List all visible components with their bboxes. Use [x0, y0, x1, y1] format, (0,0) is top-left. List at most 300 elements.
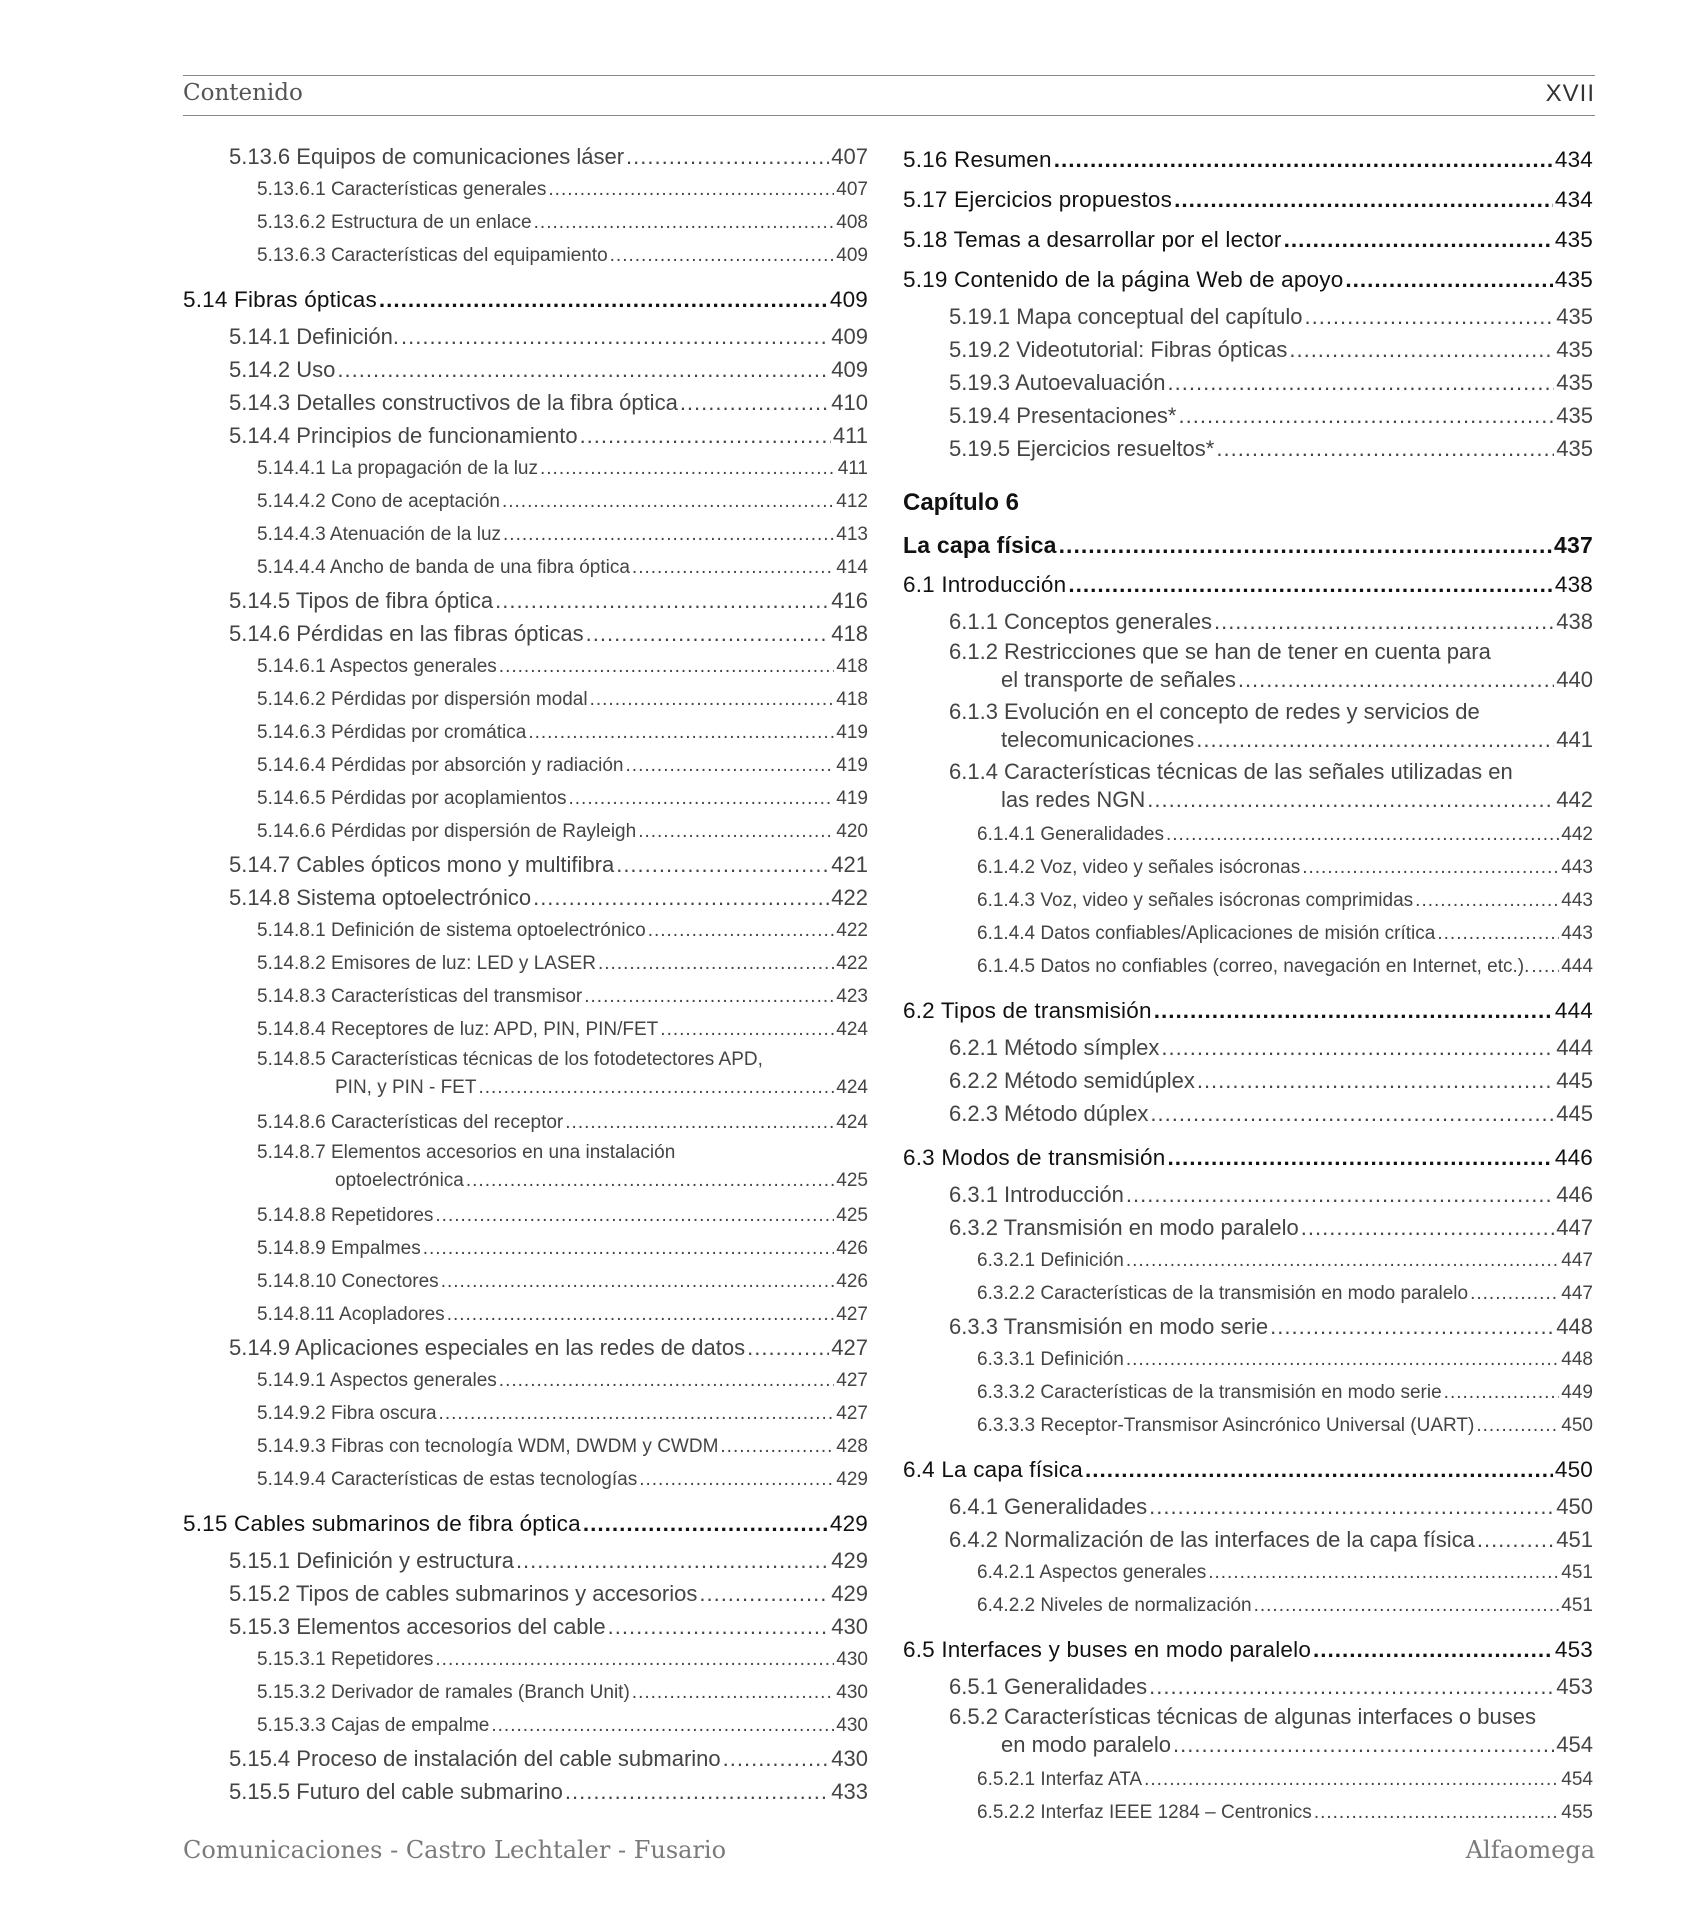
toc-entry-line: [977, 1409, 1593, 1442]
toc-leader-dots: [1437, 917, 1559, 950]
toc-entry-line: [977, 1277, 1593, 1310]
toc-subsubsection: [183, 716, 868, 749]
toc-entry-page: 448: [1561, 1349, 1593, 1370]
toc-entry-page: 435: [1556, 304, 1593, 329]
toc-entry-line: [977, 1556, 1593, 1589]
toc-entry-page: 435: [1556, 337, 1593, 362]
toc-leader-dots: [1216, 432, 1554, 465]
toc-entry-title: 5.15.1 Definición y estructura: [229, 1548, 514, 1573]
toc-entry-line: [257, 1265, 868, 1298]
toc-entry-page: 422: [836, 920, 868, 941]
toc-leader-dots: [1126, 1343, 1559, 1376]
toc-entry-title: 5.13.6 Equipos de comunicaciones láser: [229, 144, 625, 169]
toc-subsubsection: [183, 1364, 868, 1397]
toc-entry-title: 5.14.4 Principios de funcionamiento: [229, 423, 578, 448]
toc-subsection: [183, 1544, 868, 1577]
toc-subsubsection: [183, 782, 868, 815]
toc-subsection: [903, 758, 1593, 818]
toc-entry-page: 424: [836, 1112, 868, 1133]
toc-entry-line: [977, 1244, 1593, 1277]
section-gap: [183, 272, 868, 280]
toc-entry-line: [949, 605, 1593, 638]
toc-leader-dots: [1197, 1064, 1554, 1097]
toc-entry-line: [229, 1742, 868, 1775]
toc-entry-line: [903, 1450, 1593, 1490]
toc-leader-dots: [1147, 786, 1554, 814]
toc-entry-page: 435: [1556, 403, 1593, 428]
toc-entry-title: 6.4.1 Generalidades: [949, 1494, 1148, 1519]
toc-entry-line: [903, 565, 1593, 605]
toc-entry-page: 430: [831, 1746, 868, 1771]
toc-leader-dots: [1238, 666, 1554, 694]
toc-entry-line: [229, 1775, 868, 1808]
toc-leader-dots: [439, 1397, 835, 1430]
toc-entry-page: 421: [831, 852, 868, 877]
toc-leader-dots: [723, 1742, 830, 1775]
toc-entry-page: 449: [1561, 1382, 1593, 1403]
toc-subsection: [183, 320, 868, 353]
toc-leader-dots: [1126, 1178, 1554, 1211]
toc-entry-page: 443: [1561, 890, 1593, 911]
toc-section: [903, 260, 1593, 300]
toc-subsection: [903, 1490, 1593, 1523]
toc-entry-title: 5.13.6.2 Estructura de un enlace: [257, 212, 532, 233]
toc-entry-page: 451: [1556, 1527, 1593, 1552]
toc-entry-title: 6.2.1 Método símplex: [949, 1035, 1160, 1060]
toc-entry-line: [949, 786, 1593, 814]
toc-entry-page: 414: [836, 557, 868, 578]
toc-subsubsection: [183, 980, 868, 1013]
toc-entry-title: 6.1.4.3 Voz, video y señales isócronas comprimidas: [977, 890, 1414, 911]
toc-leader-dots: [608, 1610, 830, 1643]
toc-entry-page: 450: [1556, 1494, 1593, 1519]
toc-section: [183, 1504, 868, 1544]
toc-entry-page: 430: [836, 1649, 868, 1670]
toc-entry-title: 5.19 Contenido de la página Web de apoyo: [903, 267, 1344, 292]
toc-leader-dots: [1173, 1731, 1554, 1759]
toc-entry-title: 5.14.8.6 Características del receptor: [257, 1112, 564, 1133]
toc-entry-page: 435: [1556, 436, 1593, 461]
toc-entry-line: [257, 1232, 868, 1265]
toc-entry-title: 6.5.1 Generalidades: [949, 1674, 1148, 1699]
toc-entry-title: 5.14.6.3 Pérdidas por cromática: [257, 722, 527, 743]
toc-entry-line: [949, 1097, 1593, 1130]
toc-subsection: [903, 366, 1593, 399]
toc-entry-page: 423: [836, 986, 868, 1007]
toc-entry-title: 5.14.7 Cables ópticos mono y multifibra: [229, 852, 615, 877]
toc-entry-line: [229, 320, 868, 353]
toc-leader-dots: [1289, 333, 1554, 366]
toc-entry-page: 409: [831, 324, 868, 349]
toc-entry-page: 450: [1561, 1415, 1593, 1436]
toc-section: [903, 1450, 1593, 1490]
toc-leader-dots: [568, 782, 834, 815]
toc-leader-dots: [1214, 605, 1554, 638]
toc-entry-page: 411: [837, 458, 868, 479]
toc-leader-dots: [632, 551, 834, 584]
toc-leader-dots: [699, 1577, 829, 1610]
toc-entry-title: 5.14.6.2 Pérdidas por dispersión modal: [257, 689, 588, 710]
toc-leader-dots: [1345, 260, 1552, 300]
toc-leader-dots: [565, 1106, 834, 1139]
toc-entry-title: 6.4 La capa física: [903, 1457, 1083, 1482]
toc-entry-title: 6.1.4.5 Datos no confiables (correo, navegación en Internet, etc.).: [977, 956, 1530, 977]
toc-subsubsection: [903, 1376, 1593, 1409]
toc-entry-title: 5.18 Temas a desarrollar por el lector: [903, 227, 1282, 252]
toc-subsection: [903, 1211, 1593, 1244]
toc-section: [903, 1630, 1593, 1670]
toc-leader-dots: [1150, 1097, 1554, 1130]
toc-entry-page: 434: [1554, 187, 1593, 212]
section-gap: [903, 1442, 1593, 1450]
toc-entry-title: 5.14.3 Detalles constructivos de la fibra óptica: [229, 390, 678, 415]
toc-entry-line: [949, 399, 1593, 432]
toc-entry-title: 5.13.6.1 Características generales: [257, 179, 547, 200]
toc-entry-title: La capa física: [903, 532, 1057, 558]
toc-entry-page: 425: [836, 1170, 868, 1191]
toc-entry-title: 5.15.3 Elementos accesorios del cable: [229, 1614, 606, 1639]
toc-entry-page: 447: [1561, 1283, 1593, 1304]
toc-subsubsection: [183, 239, 868, 272]
toc-leader-dots: [1054, 140, 1553, 180]
toc-leader-dots: [565, 1775, 829, 1808]
toc-entry-page: 407: [836, 179, 868, 200]
toc-entry-line: [949, 1064, 1593, 1097]
toc-subsection: [903, 698, 1593, 758]
toc-leader-dots: [1144, 1763, 1559, 1796]
toc-leader-dots: [648, 914, 835, 947]
toc-entry-title: 6.4.2.1 Aspectos generales: [977, 1562, 1207, 1583]
toc-entry-line: [229, 617, 868, 650]
toc-entry-line: [949, 1523, 1593, 1556]
toc-section: [903, 220, 1593, 260]
toc-entry-title: 6.3.2 Transmisión en modo paralelo: [949, 1215, 1299, 1240]
toc-leader-dots: [586, 617, 830, 650]
toc-entry-page: 412: [836, 491, 868, 512]
toc-entry-page: 429: [831, 1581, 868, 1606]
toc-subsection: [183, 353, 868, 386]
toc-subsubsection: [183, 1643, 868, 1676]
toc-entry-line: [257, 1013, 868, 1046]
header-top-rule: [183, 75, 1595, 76]
toc-subsubsection: [183, 1676, 868, 1709]
toc-entry-title: 5.14.4.2 Cono de aceptación: [257, 491, 500, 512]
toc-entry-title: 5.14.4.3 Atenuación de la luz: [257, 524, 502, 545]
toc-entry-line: [257, 947, 868, 980]
toc-entry-title: 6.2 Tipos de transmisión: [903, 998, 1152, 1023]
toc-entry-line: [977, 917, 1593, 950]
toc-subsubsection: [183, 1046, 868, 1106]
toc-entry-line: [183, 1504, 868, 1544]
toc-entry-title: 6.4.2.2 Niveles de normalización: [977, 1595, 1252, 1616]
toc-entry-line: [257, 518, 868, 551]
toc-entry-title: 5.19.4 Presentaciones*: [949, 403, 1177, 428]
toc-subsubsection: [903, 1244, 1593, 1277]
toc-entry-page: 422: [836, 953, 868, 974]
toc-leader-dots: [1270, 1310, 1554, 1343]
toc-leader-dots: [379, 280, 828, 320]
toc-entry-title: 5.14.1 Definición.: [229, 324, 399, 349]
toc-entry-line: [257, 485, 868, 518]
toc-leader-dots: [1149, 1670, 1554, 1703]
toc-entry-page: 453: [1556, 1674, 1593, 1699]
toc-subsubsection: [903, 1343, 1593, 1376]
toc-entry-title: 6.5.2.1 Interfaz ATA: [977, 1769, 1143, 1790]
toc-leader-dots: [680, 386, 829, 419]
toc-subsection: [183, 1331, 868, 1364]
toc-leader-dots: [1174, 180, 1553, 220]
toc-leader-dots: [1254, 1589, 1560, 1622]
toc-entry-line: [257, 1199, 868, 1232]
toc-entry-page: 435: [1554, 227, 1593, 252]
toc-subsubsection: [183, 452, 868, 485]
toc-entry-page: 435: [1556, 370, 1593, 395]
toc-entry-page: 419: [836, 722, 868, 743]
toc-leader-dots: [580, 419, 831, 452]
toc-entry-line: [949, 1670, 1593, 1703]
toc-entry-title: en modo paralelo: [1001, 1732, 1172, 1757]
toc-subsubsection: [183, 1199, 868, 1232]
toc-leader-dots: [1068, 565, 1553, 605]
toc-subsubsection: [183, 1430, 868, 1463]
toc-entry-page: 418: [831, 621, 868, 646]
toc-entry-line: [903, 180, 1593, 220]
toc-section: [903, 565, 1593, 605]
toc-entry-page: 426: [836, 1271, 868, 1292]
toc-subsubsection: [903, 851, 1593, 884]
toc-entry-page: 427: [836, 1304, 868, 1325]
toc-subsubsection: [183, 1265, 868, 1298]
toc-leader-dots: [720, 1430, 834, 1463]
toc-subsubsection: [903, 1796, 1593, 1829]
toc-leader-dots: [1470, 1277, 1559, 1310]
section-gap: [903, 1130, 1593, 1138]
toc-leader-dots: [1531, 950, 1559, 983]
toc-entry-line: [229, 1544, 868, 1577]
toc-subsection: [903, 1097, 1593, 1130]
toc-entry-title: 5.14.8.8 Repetidores: [257, 1205, 434, 1226]
toc-subsubsection: [183, 1397, 868, 1430]
toc-leader-dots: [1444, 1376, 1560, 1409]
toc-leader-dots: [499, 650, 835, 683]
toc-subsection: [903, 1310, 1593, 1343]
toc-subsection: [903, 1031, 1593, 1064]
toc-entry-page: 408: [836, 212, 868, 233]
running-header-page-number: XVII: [1545, 80, 1595, 107]
toc-subsubsection: [183, 518, 868, 551]
toc-entry-page: 418: [836, 689, 868, 710]
toc-entry-page: 411: [832, 423, 868, 448]
toc-subsection: [183, 386, 868, 419]
toc-subsection: [183, 140, 868, 173]
toc-entry-title: 6.1.4.4 Datos confiables/Aplicaciones de misión crítica: [977, 923, 1436, 944]
toc-entry-page: 424: [836, 1077, 868, 1098]
toc-subsubsection: [183, 683, 868, 716]
toc-leader-dots: [1208, 1556, 1559, 1589]
toc-entry-page: 451: [1561, 1595, 1593, 1616]
toc-entry-line: [903, 260, 1593, 300]
toc-entry-title: telecomunicaciones: [1001, 727, 1195, 752]
toc-entry-title-first-line: 5.14.8.5 Características técnicas de los fotodetectores APD,: [257, 1049, 763, 1070]
toc-section: [183, 280, 868, 320]
toc-entry-title-first-line: 6.5.2 Características técnicas de algunas interfaces o buses: [949, 1704, 1536, 1729]
toc-entry-page: 441: [1556, 727, 1593, 752]
toc-leader-dots: [1415, 884, 1559, 917]
toc-leader-dots: [548, 173, 834, 206]
toc-entry-title: 6.4.2 Normalización de las interfaces de la capa física: [949, 1527, 1475, 1552]
toc-entry-title: 5.15.2 Tipos de cables submarinos y accesorios: [229, 1581, 698, 1606]
toc-right-column: [903, 140, 1593, 1829]
toc-entry-title: 5.14.5 Tipos de fibra óptica: [229, 588, 494, 613]
header-bottom-rule: [183, 115, 1595, 116]
toc-subsection: [903, 1178, 1593, 1211]
toc-entry-title: 5.16 Resumen: [903, 147, 1052, 172]
toc-entry-line: [949, 333, 1593, 366]
toc-entry-page: 446: [1554, 1145, 1593, 1170]
toc-entry-title: 6.1.4.1 Generalidades: [977, 824, 1164, 845]
toc-entry-page: 445: [1556, 1068, 1593, 1093]
toc-subsection: [183, 617, 868, 650]
toc-entry-page: 419: [836, 788, 868, 809]
section-gap: [903, 1622, 1593, 1630]
toc-entry-title: 6.3 Modos de transmisión: [903, 1145, 1166, 1170]
toc-entry-line: [257, 1298, 868, 1331]
toc-entry-page: 429: [836, 1469, 868, 1490]
toc-entry-title: las redes NGN: [1001, 787, 1146, 812]
toc-entry-title: 6.3.3.2 Características de la transmisión en modo serie: [977, 1382, 1442, 1403]
toc-entry-page: 427: [836, 1370, 868, 1391]
toc-entry-title: optoelectrónica: [335, 1170, 464, 1191]
toc-entry-line: [949, 1310, 1593, 1343]
toc-entry-title: 5.14.6.4 Pérdidas por absorción y radiación: [257, 755, 624, 776]
toc-entry-title: 5.14.8.2 Emisores de luz: LED y LASER: [257, 953, 596, 974]
toc-entry-line: [257, 650, 868, 683]
toc-leader-dots: [1304, 300, 1554, 333]
toc-entry-line: [949, 1178, 1593, 1211]
toc-entry-line: [257, 1167, 868, 1195]
toc-entry-line: [257, 1463, 868, 1496]
toc-entry-line: [257, 1106, 868, 1139]
toc-leader-dots: [626, 140, 829, 173]
toc-entry-title: 6.2.3 Método dúplex: [949, 1101, 1149, 1126]
toc-leader-dots: [1166, 818, 1559, 851]
toc-entry-line: [229, 848, 868, 881]
toc-entry-title: 6.5.2.2 Interfaz IEEE 1284 – Centronics: [977, 1802, 1312, 1823]
toc-section: [903, 991, 1593, 1031]
toc-entry-line: [903, 1138, 1593, 1178]
toc-leader-dots: [598, 947, 834, 980]
toc-leader-dots: [1126, 1244, 1559, 1277]
toc-entry-line: [257, 716, 868, 749]
toc-leader-dots: [491, 1709, 834, 1742]
toc-entry-line: [257, 206, 868, 239]
toc-subsubsection: [183, 485, 868, 518]
toc-entry-page: 438: [1556, 609, 1593, 634]
toc-entry-title: 5.14.9.4 Características de estas tecnologías: [257, 1469, 638, 1490]
toc-subsection: [903, 1523, 1593, 1556]
toc-leader-dots: [516, 1544, 829, 1577]
toc-leader-dots: [435, 1643, 834, 1676]
toc-entry-title: 5.14 Fibras ópticas: [183, 287, 377, 312]
toc-entry-line: [903, 220, 1593, 260]
toc-leader-dots: [1476, 1409, 1559, 1442]
toc-entry-title: 5.14.8.4 Receptores de luz: APD, PIN, PIN/FET: [257, 1019, 659, 1040]
toc-subsubsection: [903, 1409, 1593, 1442]
toc-entry-page: 450: [1554, 1457, 1593, 1482]
toc-entry-title-first-line: 6.1.2 Restricciones que se han de tener en cuenta para: [949, 639, 1491, 664]
toc-leader-dots: [747, 1331, 829, 1364]
toc-entry-title: 5.14.8.1 Definición de sistema optoelectrónico: [257, 920, 646, 941]
toc-entry-line: [257, 683, 868, 716]
toc-entry-page: 447: [1556, 1215, 1593, 1240]
toc-entry-line: [257, 551, 868, 584]
toc-entry-page: 425: [836, 1205, 868, 1226]
toc-entry-page: 430: [836, 1715, 868, 1736]
toc-entry-line: [977, 851, 1593, 884]
toc-entry-line: [257, 452, 868, 485]
toc-entry-page: 443: [1561, 923, 1593, 944]
toc-entry-title: 6.1 Introducción: [903, 572, 1067, 597]
toc-entry-line: [257, 914, 868, 947]
toc-entry-line: [229, 386, 868, 419]
toc-entry-title: 5.14.9.2 Fibra oscura: [257, 1403, 437, 1424]
toc-subsubsection: [183, 947, 868, 980]
toc-entry-page: 409: [831, 357, 868, 382]
toc-entry-page: 448: [1556, 1314, 1593, 1339]
toc-subsubsection: [183, 749, 868, 782]
toc-entry-page: 416: [831, 588, 868, 613]
toc-leader-dots: [1313, 1630, 1553, 1670]
toc-entry-title: 5.14.6 Pérdidas en las fibras ópticas: [229, 621, 584, 646]
running-header-title: Contenido: [183, 80, 303, 106]
toc-leader-dots: [590, 683, 835, 716]
toc-entry-line: [229, 881, 868, 914]
toc-leader-dots: [638, 815, 834, 848]
toc-entry-title: 5.14.8.10 Conectores: [257, 1271, 439, 1292]
toc-subsection: [183, 1742, 868, 1775]
toc-entry-title: 5.14.9.3 Fibras con tecnología WDM, DWDM y CWDM: [257, 1436, 719, 1457]
toc-entry-line: [977, 1376, 1593, 1409]
toc-subsubsection: [903, 818, 1593, 851]
toc-section: [903, 525, 1593, 565]
toc-subsubsection: [183, 650, 868, 683]
toc-subsection: [903, 1670, 1593, 1703]
toc-leader-dots: [1149, 1490, 1554, 1523]
toc-entry-page: 444: [1556, 1035, 1593, 1060]
toc-entry-line: [977, 1763, 1593, 1796]
toc-subsubsection: [183, 1013, 868, 1046]
toc-subsection: [183, 1577, 868, 1610]
toc-entry-line: [903, 140, 1593, 180]
toc-leader-dots: [1168, 366, 1555, 399]
toc-entry-page: 418: [836, 656, 868, 677]
toc-subsection: [903, 1703, 1593, 1763]
toc-subsection: [183, 848, 868, 881]
toc-entry-page: 426: [836, 1238, 868, 1259]
toc-entry-line: [977, 818, 1593, 851]
toc-entry-title: 5.15.4 Proceso de instalación del cable submarino: [229, 1746, 721, 1771]
toc-leader-dots: [1059, 525, 1552, 565]
toc-leader-dots: [584, 980, 834, 1013]
toc-entry-page: 434: [1554, 147, 1593, 172]
toc-entry-title: PIN, y PIN - FET: [335, 1077, 477, 1098]
toc-leader-dots: [1196, 726, 1554, 754]
toc-leader-dots: [533, 881, 829, 914]
toc-entry-title: 5.14.8.3 Características del transmisor: [257, 986, 583, 1007]
toc-subsection: [183, 1610, 868, 1643]
toc-subsection: [183, 419, 868, 452]
toc-leader-dots: [626, 749, 835, 782]
